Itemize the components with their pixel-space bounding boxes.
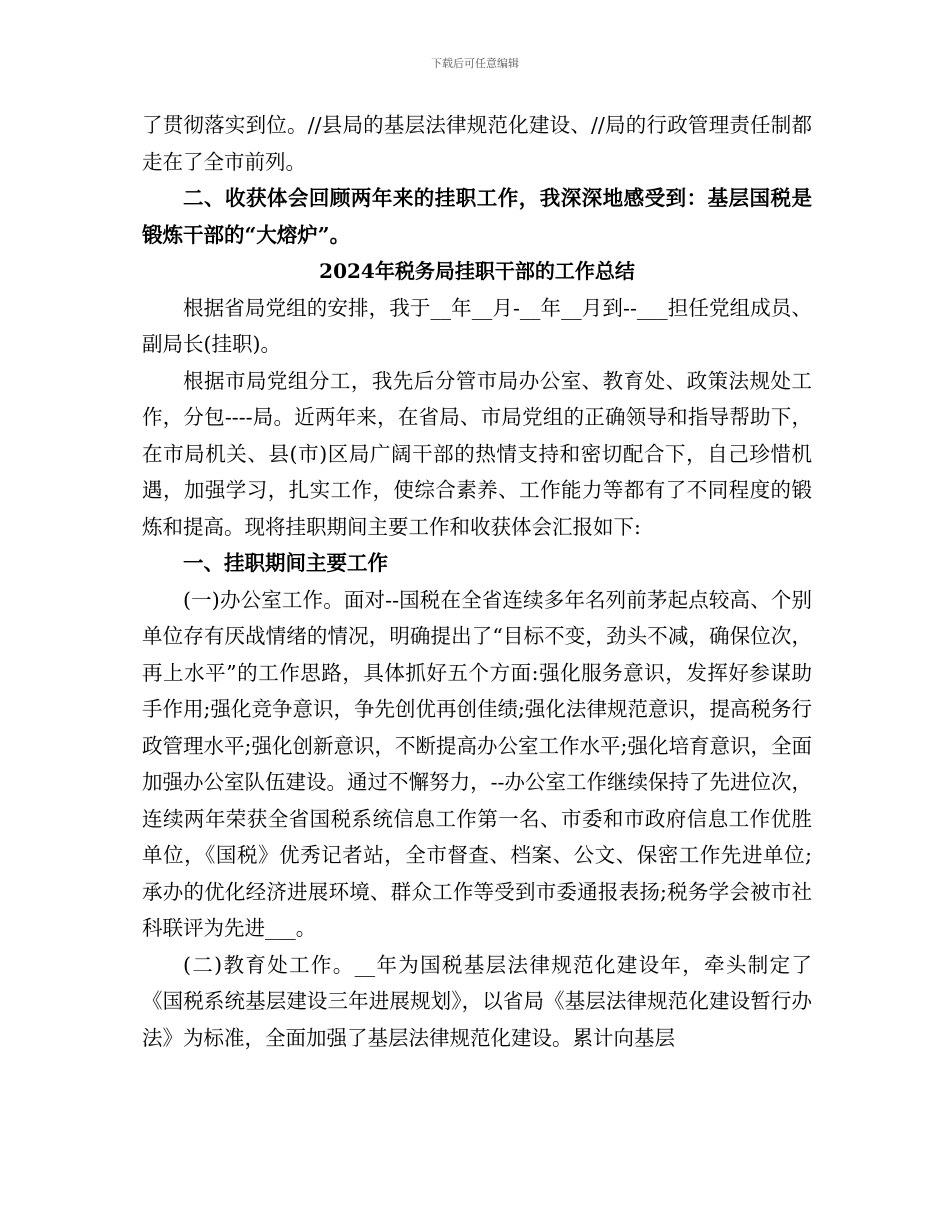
paragraph-appointment: 根据省局党组的安排，我于__年__月-__年__月到--___担任党组成员、副局长(挂职)。 bbox=[142, 295, 812, 356]
page-header-note: 下载后可任意编辑 bbox=[431, 57, 519, 70]
paragraph-education-work: (二)教育处工作。__年为国税基层法律规范化建设年，牵头制定了《国税系统基层建设三年进展规划》，以省局《基层法律规范化建设暂行办法》为标准，全面加强了基层法律规范化建设。累计向基层 bbox=[142, 952, 812, 1050]
paragraph-responsibilities: 根据市局党组分工，我先后分管市局办公室、教育处、政策法规处工作，分包----局。近两年来，在省局、市局党组的正确领导和指导帮助下，在市局机关、县(市)区局广阔干部的热情支持和密切配合下，自己珍惜机遇，加强学习，扎实工作，使综合素养、工作能力等都有了不同程度的锻炼和提高。现将挂职期间主要工作和收获体会汇报如下: bbox=[142, 368, 812, 539]
document-title: 2024年税务局挂职干部的工作总结 bbox=[319, 259, 635, 283]
paragraph-continuation: 了贯彻落实到位。//县局的基层法律规范化建设、//局的行政管理责任制都走在了全市前列。 bbox=[142, 113, 812, 174]
paragraph-office-work: (一)办公室工作。面对--国税在全省连续多年名列前茅起点较高、个别单位存有厌战情绪的情况，明确提出了“目标不变，劲头不减，确保位次，再上水平”的工作思路，具体抓好五个方面:强化服务意识，发挥好参谋助手作用;强化竞争意识，争先创优再创佳绩;强化法律规范意识，提高税务行政管理水平;强化创新意识，不断提高办公室工作水平;强化培育意识，全面加强办公室队伍建设。通过不懈努力，--办公室工作继续保持了先进位次，连续两年荣获全省国税系统信息工作第一名、市委和市政府信息工作优胜单位，《国税》优秀记者站，全市督查、档案、公文、保密工作先进单位;承办的优化经济进展环境、群众工作等受到市委通报表扬;税务学会被市社科联评为先进___。 bbox=[142, 587, 812, 940]
section-heading-gains: 二、收获体会回顾两年来的挂职工作，我深深地感受到：基层国税是锻炼干部的“大熔炉”。 bbox=[142, 186, 812, 247]
document-body bbox=[142, 107, 812, 1056]
section-heading-main-work: 一、挂职期间主要工作 bbox=[183, 551, 388, 575]
